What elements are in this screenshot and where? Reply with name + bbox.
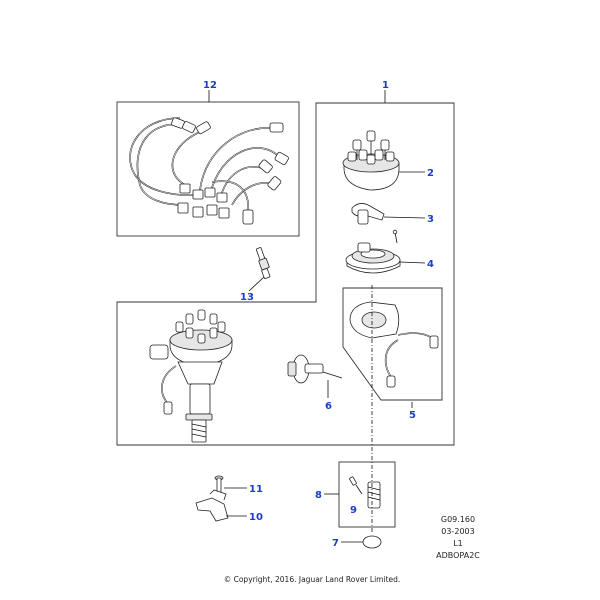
callout-10: 10	[249, 512, 263, 523]
frames	[117, 102, 454, 527]
copyright-notice: © Copyright, 2016. Jaguar Land Rover Limited.	[223, 575, 401, 584]
callout-2: 2	[427, 168, 434, 179]
frame-drive-gear	[339, 462, 395, 527]
callout-1: 1	[382, 80, 389, 91]
rotor-arm	[352, 203, 397, 243]
callout-9: 9	[350, 505, 357, 516]
ht-lead-set	[130, 117, 289, 224]
callout-6: 6	[325, 401, 332, 412]
meta-ref: ADBOPA2C	[436, 551, 480, 560]
meta-level: L1	[453, 539, 463, 548]
dust-cover	[346, 243, 400, 273]
callout-5: 5	[409, 410, 416, 421]
callout-7: 7	[332, 538, 339, 549]
pickup-module	[350, 302, 438, 387]
callout-12: 12	[203, 80, 217, 91]
bolt-and-clamp	[196, 476, 228, 521]
o-ring-seal	[363, 536, 381, 548]
meta-code: G09.160	[440, 515, 476, 524]
callout-4: 4	[427, 259, 434, 270]
callouts	[203, 80, 434, 549]
distributor-assembly	[150, 310, 232, 442]
frame-distributor-assembly	[117, 103, 454, 445]
callout-11: 11	[249, 484, 263, 495]
drive-gear	[349, 477, 380, 508]
distributor-cap	[343, 131, 399, 190]
vacuum-unit	[288, 355, 342, 383]
callout-3: 3	[427, 214, 434, 225]
meta-date: 03-2003	[441, 527, 475, 536]
diagram-meta	[436, 515, 480, 560]
callout-13: 13	[240, 292, 254, 303]
spark-plug	[256, 247, 270, 278]
callout-8: 8	[315, 490, 322, 501]
